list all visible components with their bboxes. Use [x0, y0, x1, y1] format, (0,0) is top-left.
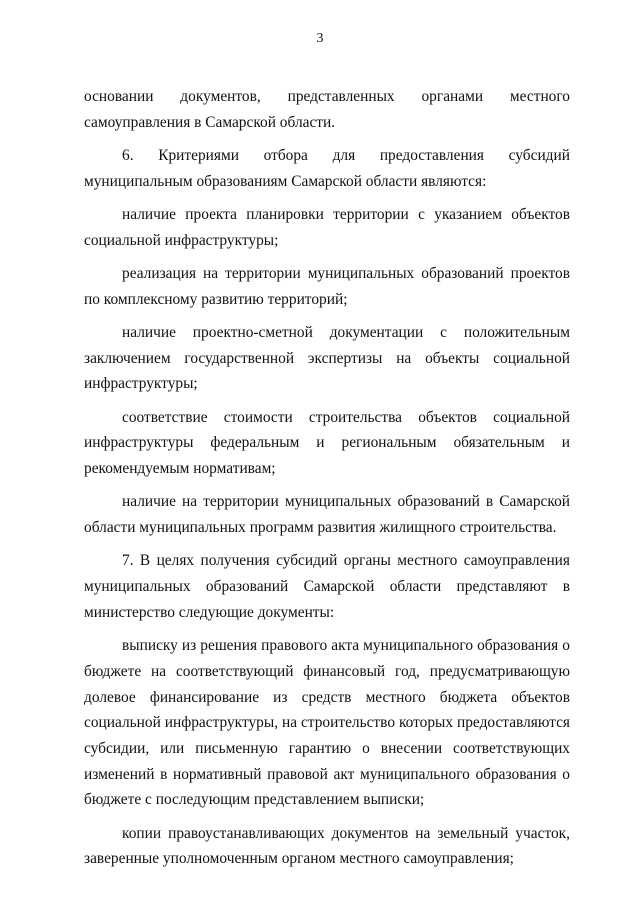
- document-land-title-copies: копии правоустанавливающих документов на земельный участок, заверенные уполномоченным органом местного самоуправления;: [84, 824, 570, 868]
- paragraph-item-7: 7. В целях получения субсидий органы местного самоуправления муниципальных образований Самарской области представляют в министерство следующие документы:: [84, 552, 570, 621]
- criterion-planning-project: наличие проекта планировки территории с указанием объектов социальной инфраструктуры;: [84, 206, 570, 249]
- criterion-design-documentation: наличие проектно-сметной документации с положительным заключением государственной экспертизы на объекты социальной инфраструктуры;: [84, 324, 570, 393]
- criterion-integrated-development: реализация на территории муниципальных образований проектов по комплексному развитию территорий;: [84, 265, 570, 308]
- document-budget-extract: выписку из решения правового акта муниципального образования о бюджете на соответствующий финансовый год, предусматривающую долевое финансирование из средств местного бюджета объектов социальной инфраструктуры, на строительство которых предоставляются субсидии, или письменную гарантию о внесении соответствующих изменений в нормативный правовой акт муниципального образования о бюджете с последующим представлением выписки;: [84, 637, 570, 809]
- criterion-cost-norms: соответствие стоимости строительства объектов социальной инфраструктуры федеральным и региональным обязательным и рекомендуемым нормативам;: [84, 408, 570, 478]
- page-number: 3: [316, 31, 324, 46]
- document-body: [84, 84, 570, 872]
- paragraph-item-6: 6. Критериями отбора для предоставления субсидий муниципальным образованиям Самарской области являются:: [84, 147, 570, 190]
- paragraph-continuation: основании документов, представленных органами местного самоуправления в Самарской области.: [84, 88, 570, 131]
- criterion-housing-programs: наличие на территории муниципальных образований в Самарской области муниципальных программ развития жилищного строительства.: [84, 493, 570, 537]
